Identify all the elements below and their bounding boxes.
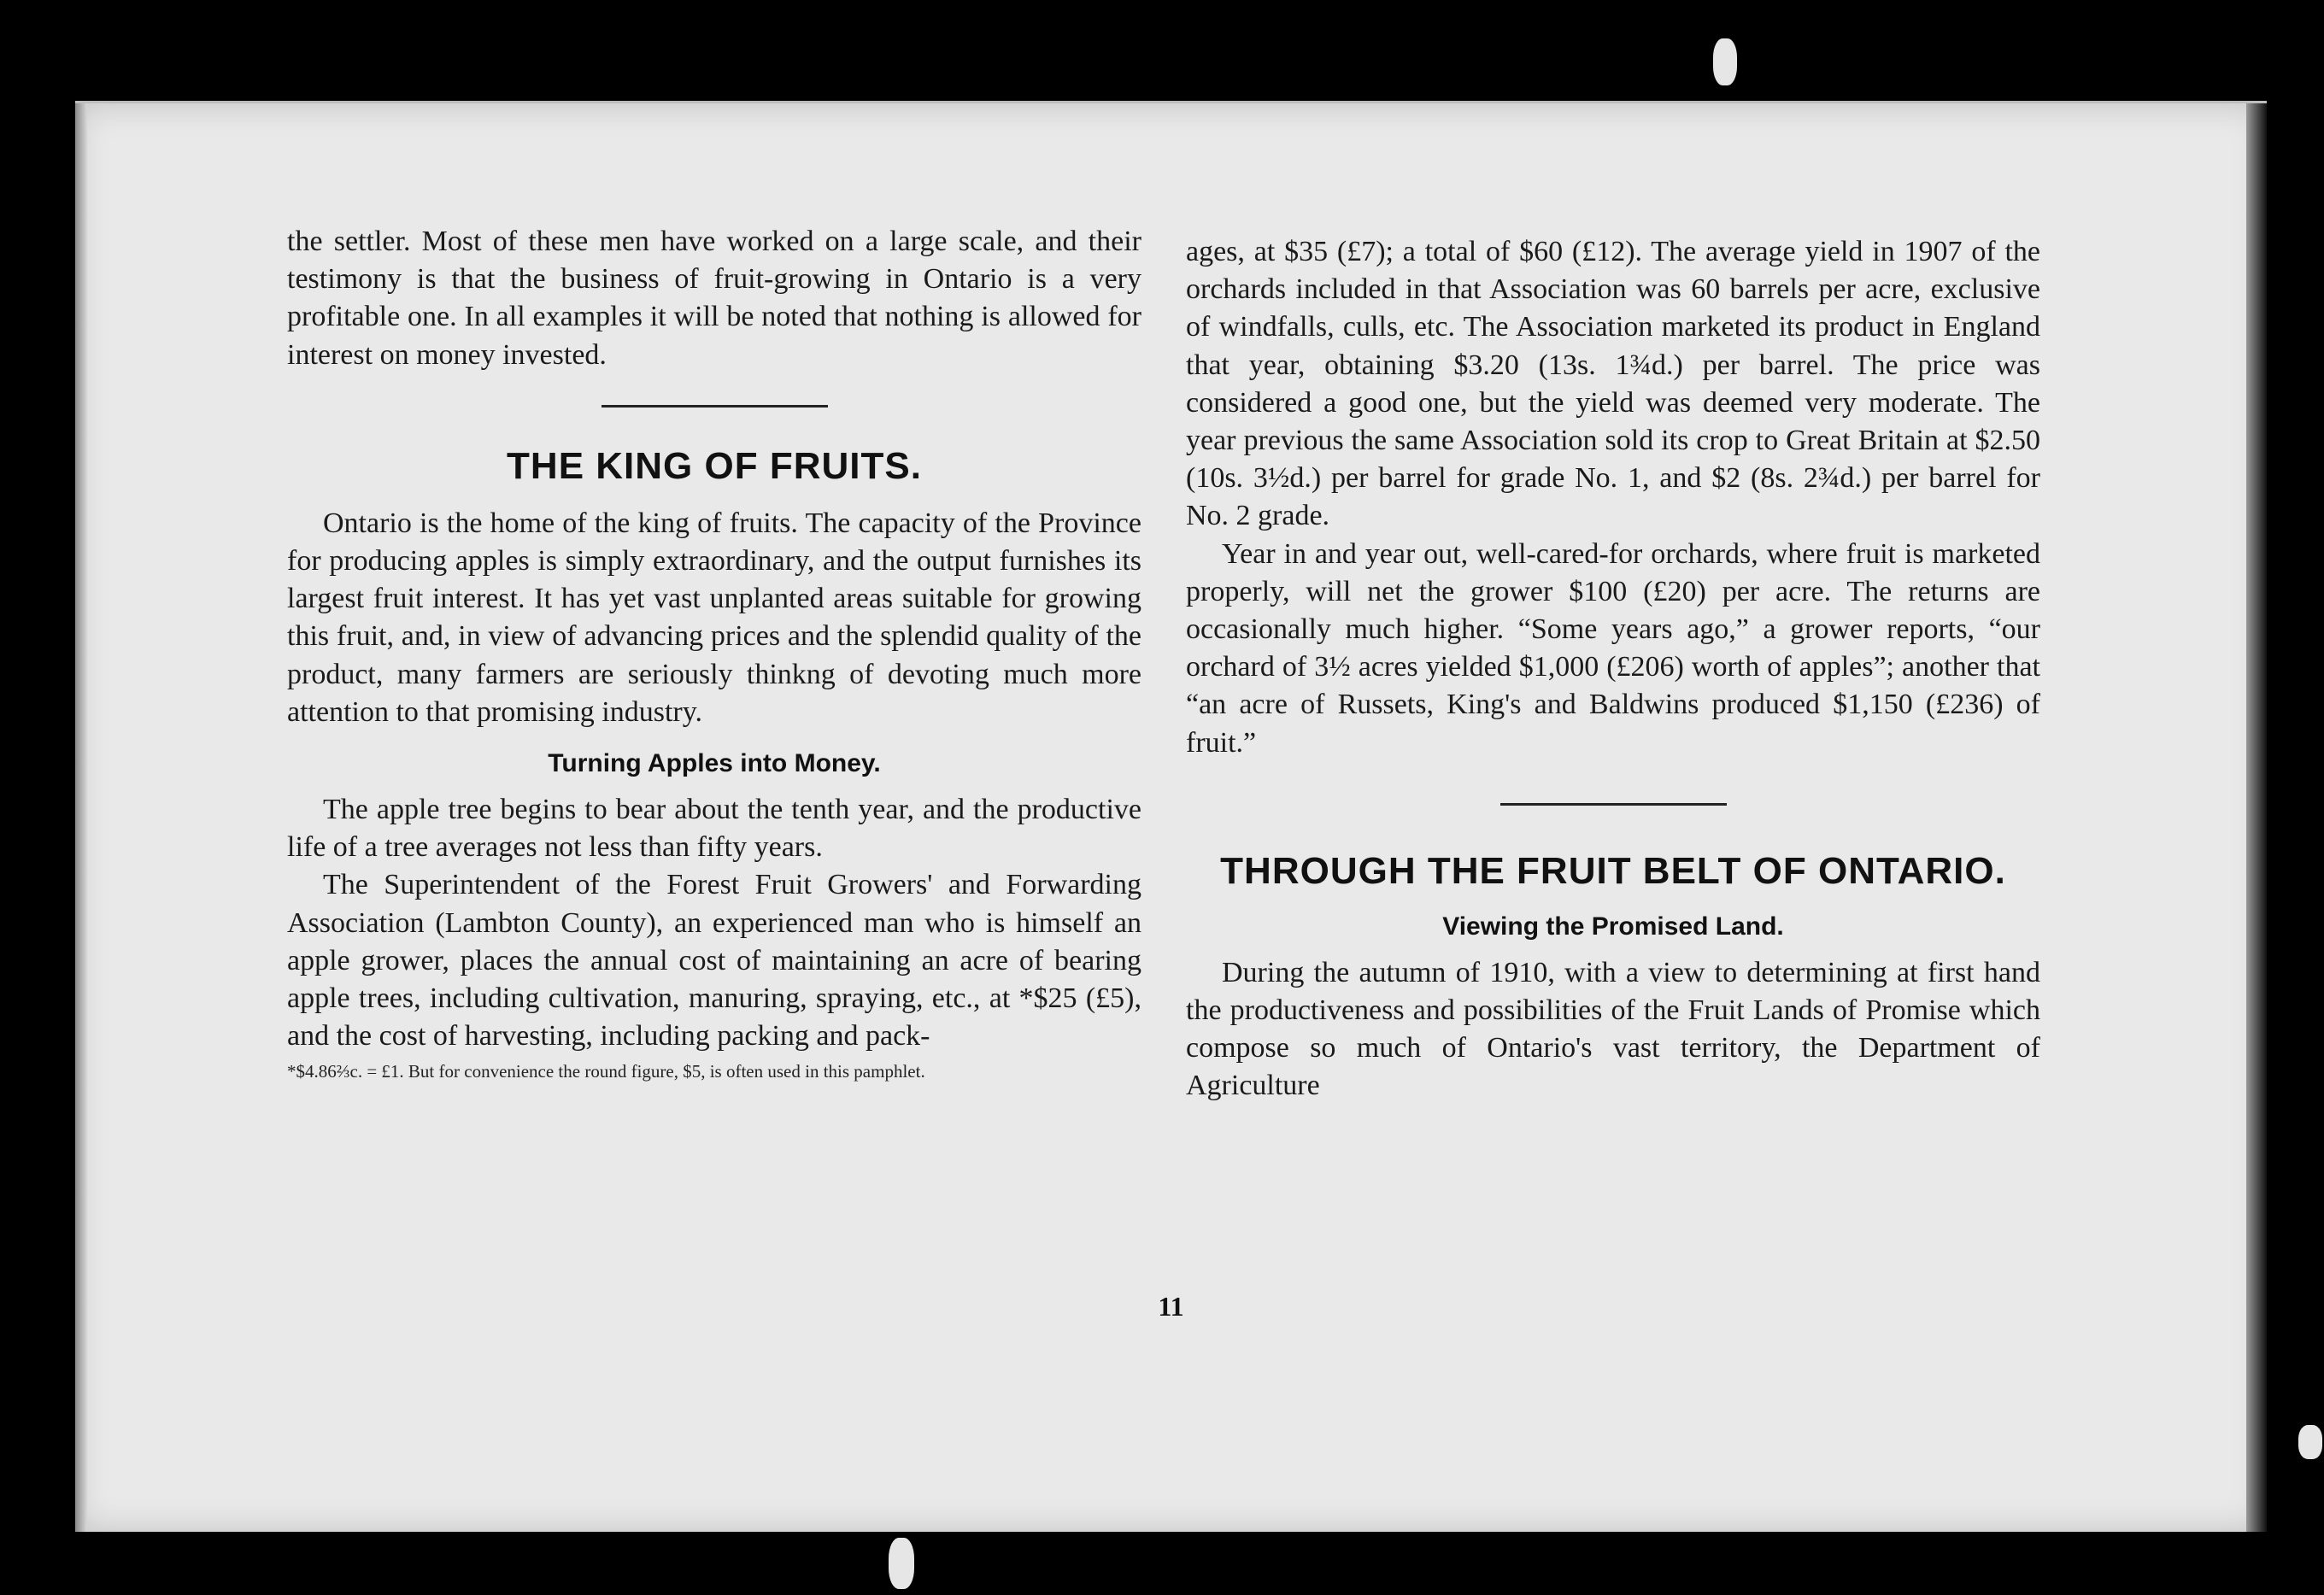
left-paragraph-3: The apple tree begins to bear about the tenth year, and the productive life of a tree averages not less than fifty years. <box>287 794 1141 864</box>
heading-king-of-fruits: THE KING OF FRUITS. <box>507 444 922 487</box>
right-paragraph-2: Year in and year out, well-cared-for orchards, where fruit is marketed properly, will net the grower $100 (£20) per acre. The returns are occasionally much higher. “Some years ago,” a grower reports, “our orchard of 3½ acres yielded $1,000 (£206) worth of apples”; another that “an acre of Russets, King's and Baldwins produced $1,150 (£236) of fruit.” <box>1186 537 2040 759</box>
right-paragraph-3: During the autumn of 1910, with a view to determining at first hand the productiveness and possibilities of the Fruit Lands of Promise which compose so much of Ontario's vast territory, the Department of Agriculture <box>1186 956 2040 1102</box>
book-page-spread <box>75 101 2267 1532</box>
left-paragraph-4: The Superintendent of the Forest Fruit Growers' and Forwarding Association (Lambton County), an experienced man who is himself an apple grower, places the annual cost of maintaining an acre of bearing apple trees, including cultivation, manuring, spraying, etc., at *$25 (£5), and the cost of harvesting, including packing and pack- <box>287 869 1141 1053</box>
left-column <box>287 223 1141 1082</box>
left-paragraph-1: the settler. Most of these men have worked on a large scale, and their testimony is that the business of fruit-growing in Ontario is a very profitable one. In all examples it will be noted that nothing is allowed for interest on money invested. <box>287 226 1141 371</box>
scan-speck-right <box>2298 1425 2322 1459</box>
page-number: 11 <box>1158 1291 1184 1322</box>
left-paragraph-2: Ontario is the home of the king of fruits. The capacity of the Province for producing apples is simply extraordinary, and the output furnishes its largest fruit interest. It has yet vast unplanted areas suitable for growing this fruit, and, in view of advancing prices and the splendid quality of the product, many farmers are seriously thinkng of devoting much more attention to that promising industry. <box>287 507 1141 728</box>
scan-speck-top <box>1713 38 1737 85</box>
subheading-promised-land: Viewing the Promised Land. <box>1442 912 1784 941</box>
subheading-turning-apples: Turning Apples into Money. <box>548 749 881 778</box>
footnote: *$4.86⅔c. = £1. But for convenience the round figure, $5, is often used in this pamphlet. <box>287 1061 925 1082</box>
section-divider-right <box>1500 803 1727 806</box>
right-paragraph-1: ages, at $35 (£7); a total of $60 (£12). The average yield in 1907 of the orchards included in that Association was 60 barrels per acre, exclusive of windfalls, culls, etc. The Association marketed its product in England that year, obtaining $3.20 (13s. 1¾d.) per barrel. The price was considered a good one, but the yield was deemed very moderate. The year previous the same Association sold its crop to Great Britain at $2.50 (10s. 3½d.) per barrel for grade No. 1, and $2 (8s. 2¾d.) per barrel for No. 2 grade. <box>1186 236 2040 532</box>
heading-fruit-belt: THROUGH THE FRUIT BELT OF ONTARIO. <box>1220 849 2006 892</box>
section-divider-left <box>602 405 828 408</box>
right-column <box>1186 233 2040 1105</box>
scan-speck-bottom <box>889 1538 914 1589</box>
